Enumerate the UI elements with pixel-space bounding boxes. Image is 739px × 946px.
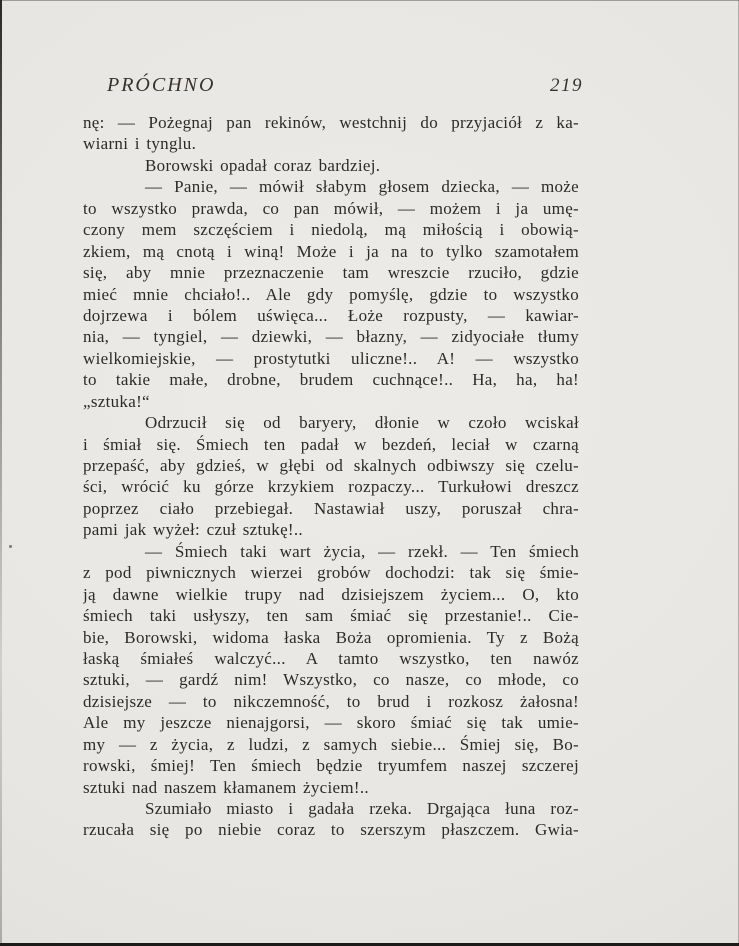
page-number: 219 [550,75,583,96]
text-line: śmiech taki usłyszy, ten sam śmiać się przestanie!.. Cie- [83,606,579,626]
text-line: my — z życia, z ludzi, z samych siebie... Śmiej się, Bo- [83,734,579,754]
text-line: ją dawne wielkie trupy nad dzisiejszem życiem... O, kto [83,584,579,604]
text-line: Odrzucił się od baryery, dłonie w czoło wciskał [145,413,579,433]
text-line: nę: — Pożegnaj pan rekinów, westchnij do przyjaciół z ka- [83,113,579,132]
body-text [83,112,579,841]
text-line: wiarni i tynglu. [83,134,197,154]
text-line: wielkomiejskie, — prostytutki uliczne!.. A! — wszystko [83,348,579,368]
text-line: to takie małe, drobne, brudem cuchnące!.. Ha, ha, ha! [83,370,579,390]
text-line: „sztuka!“ [83,391,150,411]
text-line: dzisiejsze — to nikczemność, to brud i rozkosz żałosna! [83,691,579,711]
running-header-title: PRÓCHNO [107,74,216,96]
text-line: się, aby mnie przeznaczenie tam wreszcie rzuciło, gdzie [83,263,579,283]
text-line: czony mem szczęściem i niedolą, mą miłością i obowią- [83,220,579,240]
text-line: mieć mnie chciało!.. Ale gdy pomyślę, gdzie to wszystko [83,284,579,304]
text-line: pami jak wyżeł: czuł sztukę!.. [83,520,303,540]
text-line: — Śmiech taki wart życia, — rzekł. — Ten śmiech [145,541,579,561]
text-line: zkiem, mą cnotą i winą! Może i ja na to tylko szamotałem [83,241,579,261]
text-line: bie, Borowski, widoma łaska Boża opromienia. Ty z Bożą [83,627,579,647]
text-line: Ale my jeszcze nienajgorsi, — skoro śmiać się tak umie- [83,713,579,733]
running-header [107,74,583,97]
text-line: rzucała się po niebie coraz to szerszym płaszczem. Gwia- [83,820,579,840]
ink-speck [9,545,12,548]
text-line: to wszystko prawda, co pan mówił, — możem i ja umę- [83,198,579,218]
scan-edge-top [0,0,739,1]
text-line: łaską śmiałeś walczyć... A tamto wszystko, ten nawóz [83,648,579,668]
scan-edge-left [0,0,2,946]
text-line: i śmiał się. Śmiech ten padał w bezdeń, leciał w czarną [83,434,579,454]
text-line: sztuki, — gardź nim! Wszystko, co nasze, co młode, co [83,670,579,690]
text-line: Borowski opadał coraz bardziej. [145,155,381,175]
text-line: sztuki nad naszem kłamanem życiem!.. [83,777,369,797]
text-line: poprzez ciało przebiegał. Nastawiał uszy, poruszał chra- [83,498,579,518]
text-line: Szumiało miasto i gadała rzeka. Drgająca łuna roz- [145,799,579,818]
text-line: dojrzewa i bólem uświęca... Łoże rozpusty, — kawiar- [83,305,579,325]
text-line: ści, wrócić ku górze krzykiem rozpaczy... Turkułowi dreszcz [83,477,579,497]
text-line: nia, — tyngiel, — dziewki, — błazny, — zidyociałe tłumy [83,327,579,347]
text-line: z pod piwnicznych wierzei grobów dochodzi: tak się śmie- [83,563,579,583]
text-line: przepaść, aby gdzieś, w głębi od skalnych odbiwszy się czelu- [83,456,579,475]
text-line: — Panie, — mówił słabym głosem dziecka, — może [145,177,579,197]
text-line: rowski, śmiej! Ten śmiech będzie tryumfem naszej szczerej [83,756,579,776]
